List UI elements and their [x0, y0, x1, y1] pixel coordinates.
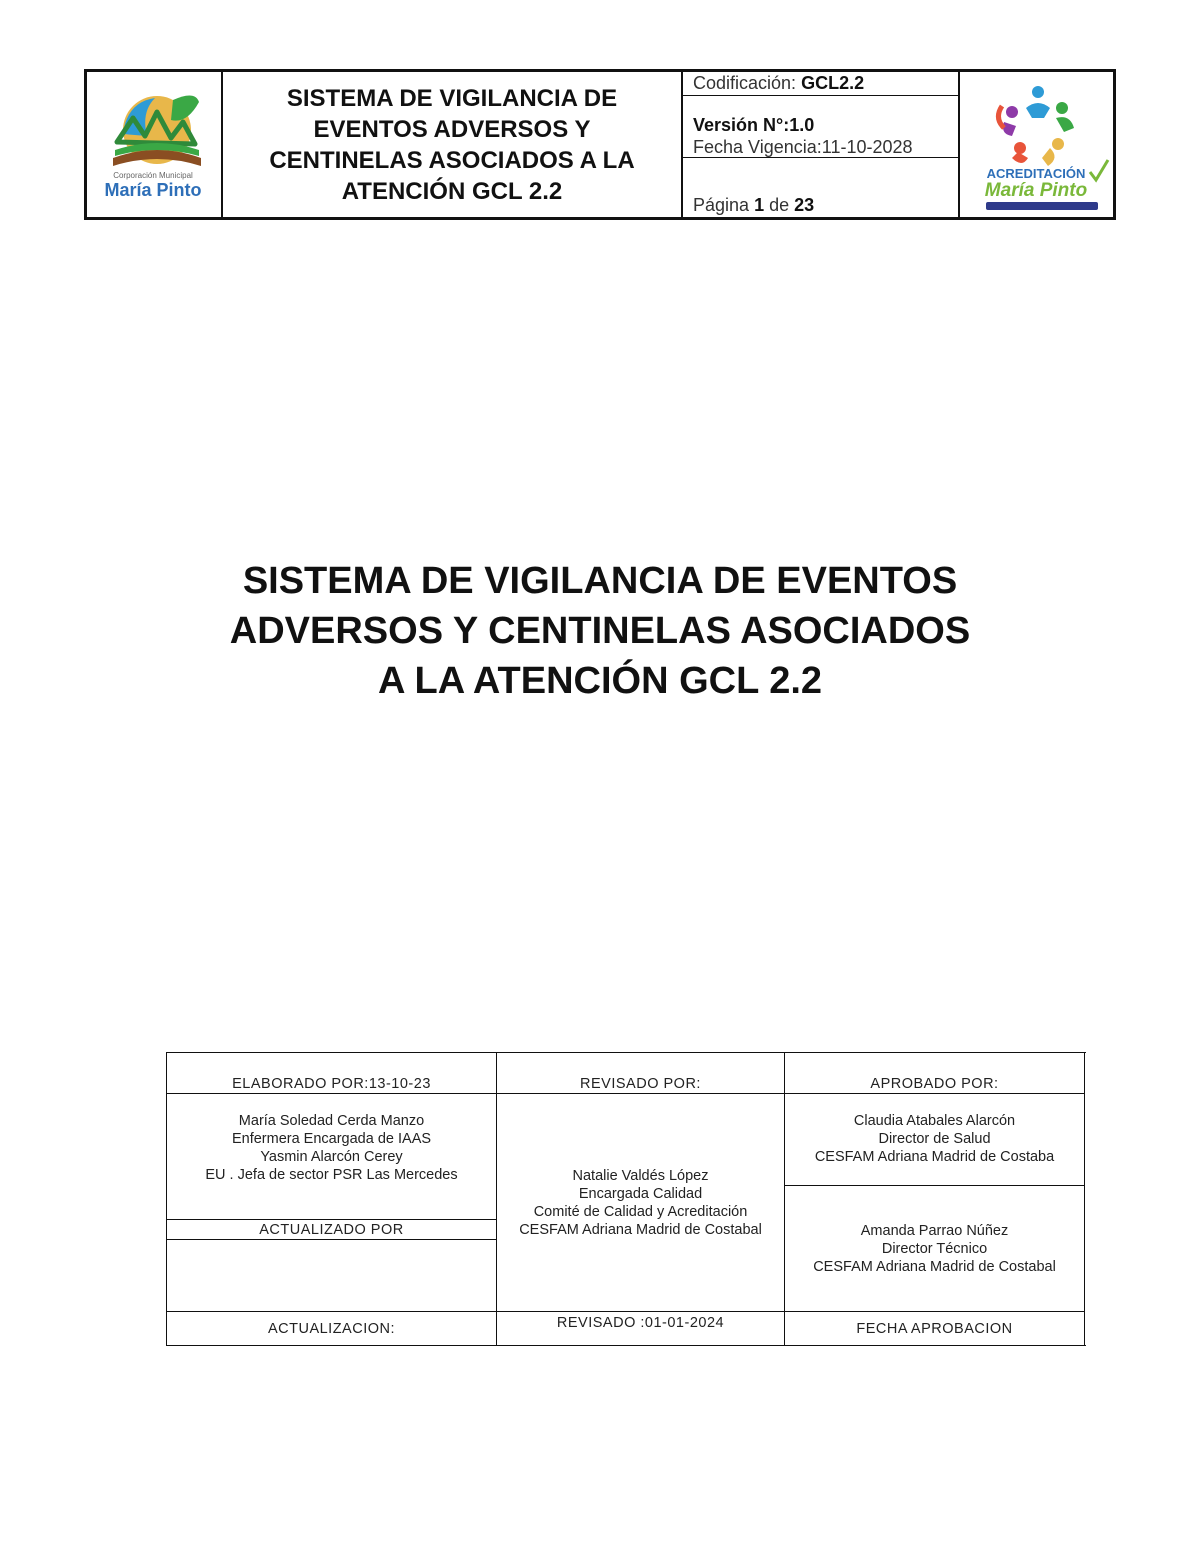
version-value: 1.0	[789, 115, 815, 135]
codificacion-value: GCL2.2	[801, 73, 865, 93]
main-title-line-1: SISTEMA DE VIGILANCIA DE EVENTOS	[242, 560, 958, 602]
elaborado-header: ELABORADO POR:13-10-23	[232, 1076, 431, 1092]
row-divider-actualizado-bottom	[167, 1239, 497, 1240]
corporacion-maria-pinto-logo	[87, 72, 219, 218]
revisado-line-3: Comité de Calidad y Acreditación	[533, 1204, 748, 1220]
aprobado-2-line-3: CESFAM Adriana Madrid de Costabal	[813, 1259, 1056, 1275]
row-divider-aprobado	[784, 1185, 1085, 1186]
acreditacion-maria-pinto-logo	[960, 72, 1114, 218]
main-title-line-2: ADVERSOS Y CENTINELAS ASOCIADOS	[229, 610, 971, 652]
revisado-content	[497, 1167, 784, 1239]
pagina-value: 1	[754, 195, 765, 215]
aprobado-1-line-2: Director de Salud	[878, 1131, 991, 1147]
elaborado-line-2: Enfermera Encargada de IAAS	[231, 1131, 432, 1147]
header-accreditation-cell	[960, 72, 1113, 217]
col-divider-2	[784, 1053, 785, 1345]
elaborado-content	[167, 1112, 496, 1184]
header-title: SISTEMA DE VIGILANCIA DE EVENTOS ADVERSOS Y CENTINELAS ASOCIADOS A LA ATENCIÓN GCL 2.2	[269, 84, 635, 205]
vigencia-label: Fecha Vigencia:	[693, 137, 822, 157]
pagina-label: Página	[693, 195, 750, 215]
revisado-line-2: Encargada Calidad	[578, 1186, 703, 1202]
aprobado-2-line-2: Director Técnico	[881, 1241, 988, 1257]
main-title-line-3: A LA ATENCIÓN GCL 2.2	[377, 660, 823, 702]
pagina-de: de	[769, 195, 790, 215]
revisado-line-4: CESFAM Adriana Madrid de Costabal	[519, 1222, 762, 1238]
aprobado-header: APROBADO POR:	[870, 1076, 999, 1092]
row-divider-heads	[167, 1093, 1085, 1094]
document-main-title	[100, 556, 1100, 706]
document-header-table	[84, 69, 1116, 220]
logo-left-name: María Pinto	[104, 180, 202, 200]
vigencia-value: 11-10-2028	[821, 137, 913, 157]
version-row	[683, 96, 958, 158]
logo-right-name: María Pinto	[984, 180, 1088, 201]
codificacion-row	[683, 72, 958, 96]
actualizado-header: ACTUALIZADO POR	[259, 1222, 404, 1238]
aprobado-2-line-1: Amanda Parrao Núñez	[860, 1223, 1009, 1239]
elaborado-line-1: María Soledad Cerda Manzo	[238, 1113, 425, 1129]
header-logo-cell	[87, 72, 223, 217]
logo-right-acreditacion: ACREDITACIÓN	[986, 166, 1086, 181]
aprobado-1-line-3: CESFAM Adriana Madrid de Costaba	[814, 1149, 1055, 1165]
revisado-header: REVISADO POR:	[580, 1076, 701, 1092]
version-label: Versión N°:	[693, 115, 790, 135]
header-title-cell	[223, 72, 683, 217]
header-meta-cell	[683, 72, 960, 217]
approval-table	[166, 1052, 1086, 1346]
aprobado-2-content	[785, 1222, 1084, 1276]
row-divider-actualizado-top	[167, 1219, 497, 1220]
row-divider-foot	[167, 1311, 1085, 1312]
revisado-line-1: Natalie Valdés López	[572, 1168, 709, 1184]
pagina-total: 23	[794, 195, 815, 215]
logo-left-subtext: Corporación Municipal	[113, 171, 193, 180]
col-divider-3	[1084, 1053, 1085, 1345]
elaborado-line-3: Yasmin Alarcón Cerey	[260, 1149, 403, 1165]
actualizacion-footer: ACTUALIZACION:	[267, 1321, 396, 1337]
codificacion-label: Codificación:	[693, 73, 797, 93]
pagina-row	[683, 158, 958, 217]
aprobacion-footer: FECHA APROBACION	[856, 1321, 1013, 1337]
aprobado-1-content	[785, 1112, 1084, 1166]
revisado-footer: REVISADO :01-01-2024	[556, 1315, 725, 1331]
aprobado-1-line-1: Claudia Atabales Alarcón	[853, 1113, 1016, 1129]
elaborado-line-4: EU . Jefa de sector PSR Las Mercedes	[205, 1167, 458, 1183]
